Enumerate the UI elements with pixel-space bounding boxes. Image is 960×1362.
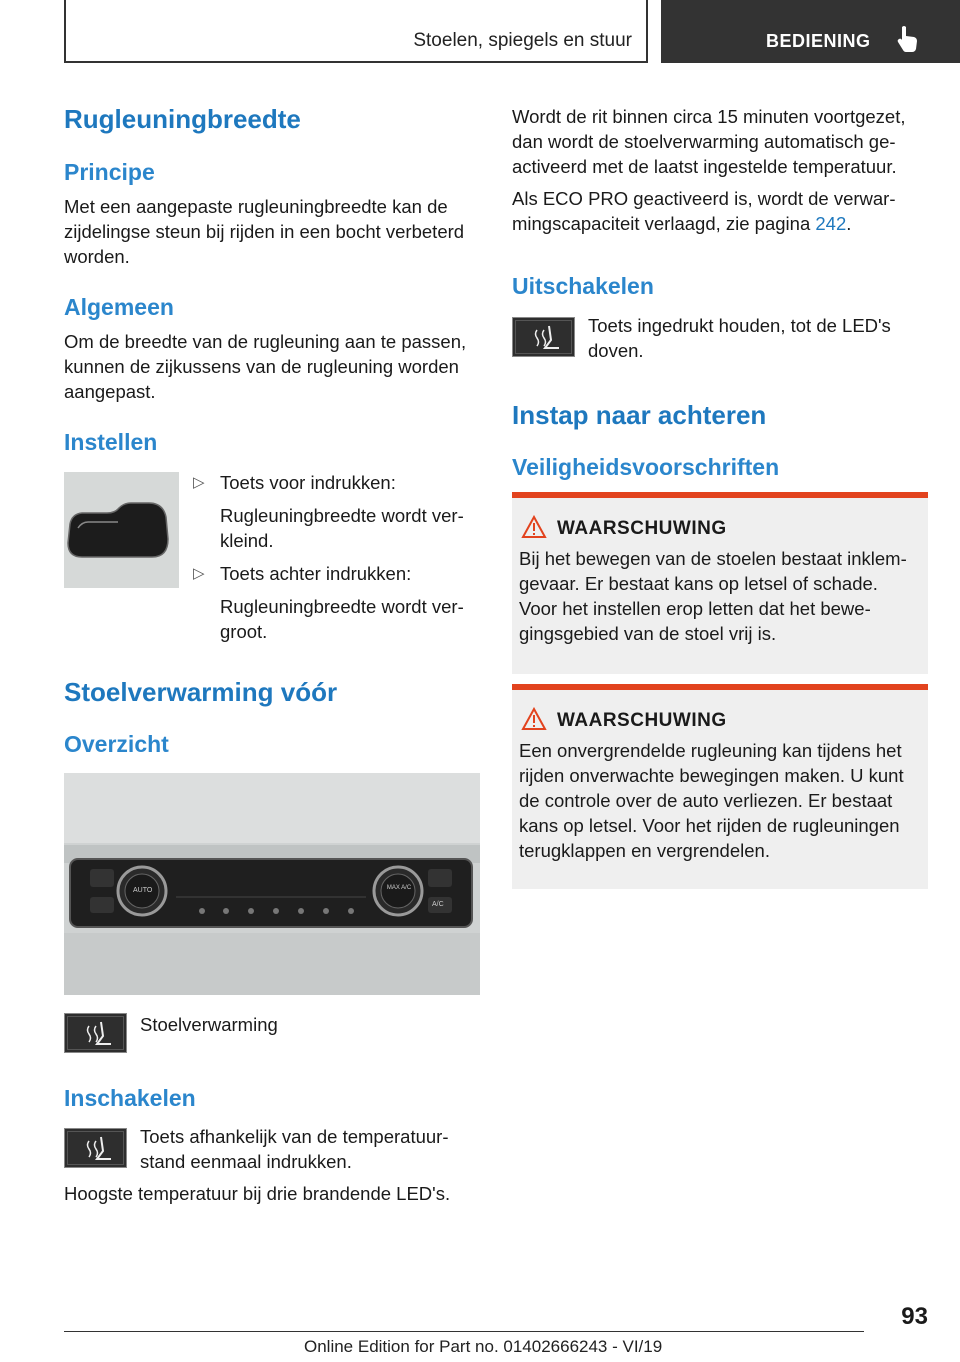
warning-title-text: WAARSCHUWING <box>557 710 727 731</box>
climate-panel-image <box>64 773 480 995</box>
heading-general: Algemeen <box>64 294 174 320</box>
text-continue: Wordt de rit binnen circa 15 minuten voortgezet, dan wordt de stoelverwarming automatisch geactiveerd met de laatst ingestelde temperatuur. <box>512 106 906 177</box>
header-chapter-tab[interactable] <box>661 0 960 63</box>
heading-rear-entry: Instap naar achteren <box>512 400 767 430</box>
list-item <box>193 561 483 644</box>
heading-adjust: Instellen <box>64 429 158 455</box>
panel-max-ac-label: MAX A/C <box>386 885 412 891</box>
triangle-bullet-icon: ▷ <box>193 565 205 582</box>
warning-title <box>557 518 921 540</box>
warning-title-text: WAARSCHUWING <box>557 518 727 539</box>
heading-safety: Veiligheidsvoorschriften <box>512 454 780 480</box>
heading-switch-off: Uitschakelen <box>512 273 654 299</box>
warning-body: Een onvergrendelde rugleuning kan tijdens het rijden onverwachte bewegingen maken. U kunt de controle over de auto verliezen. Er bestaat kans op letsel. Voor het rijden de rugleuningen terugklappen en vergrendelen. <box>519 740 904 861</box>
heading-backrest-width: Rugleuningbreedte <box>64 104 301 134</box>
heading-principle: Principe <box>64 159 155 185</box>
list-item <box>193 470 483 553</box>
header-section-title: Stoelen, spiegels en stuur <box>413 30 632 51</box>
step1-body: Rugleuningbreedte wordt verkleind. <box>220 505 464 551</box>
hand-pointer-icon <box>893 24 923 54</box>
warning-box <box>512 684 928 889</box>
warning-triangle-icon <box>521 515 547 539</box>
text-switch-on: Hoogste temperatuur bij drie brandende LED's. <box>64 1183 451 1204</box>
warning-box <box>512 492 928 674</box>
footer-edition: Online Edition for Part no. 01402666243 - VI/19 <box>304 1337 663 1356</box>
text-eco-pro <box>512 186 928 236</box>
page-link[interactable]: 242 <box>815 213 847 234</box>
triangle-bullet-icon: ▷ <box>193 474 205 491</box>
warning-body: Bij het bewegen van de stoelen bestaat inklemgevaar. Er bestaat kans op letsel of schade. Voor het instellen erop letten dat het bewegingsgebied van de stoel vrij is. <box>519 548 907 644</box>
heading-overview: Overzicht <box>64 731 169 757</box>
warning-title <box>557 710 921 732</box>
heading-switch-on: Inschakelen <box>64 1085 196 1111</box>
text-principle: Met een aangepaste rugleuningbreedte kan de zijdelingse steun bij rijden in een bocht verbeterd worden. <box>64 196 465 267</box>
step1-title: Toets voor indrukken: <box>220 472 396 493</box>
header-chapter-label: BEDIENING <box>766 31 871 51</box>
warning-triangle-icon <box>521 707 547 731</box>
text-switch-off: Toets ingedrukt houden, tot de LED's doven. <box>588 315 891 361</box>
step2-body: Rugleuningbreedte wordt vergroot. <box>220 596 464 642</box>
text-general: Om de breedte van de rugleuning aan te passen, kunnen de zijkussens van de rugleuning worden aangepast. <box>64 331 467 402</box>
step2-title: Toets achter indrukken: <box>220 563 412 584</box>
header-section-box <box>64 0 648 63</box>
eco-pro-text: Als ECO PRO geactiveerd is, wordt de verwarmingscapaciteit verlaagd, zie pagina <box>512 188 896 234</box>
footer-divider <box>64 1331 864 1332</box>
seat-heating-caption: Stoelverwarming <box>140 1014 278 1035</box>
backrest-switch-image <box>64 472 179 588</box>
eco-pro-end: . <box>846 213 852 234</box>
panel-ac-label: A/C <box>432 901 444 908</box>
seat-heating-icon <box>64 1128 127 1168</box>
seat-heating-icon <box>512 317 575 357</box>
panel-auto-label: AUTO <box>133 887 153 894</box>
seat-heating-icon <box>64 1013 127 1053</box>
page-number: 93 <box>901 1303 928 1330</box>
adjust-steps-list <box>193 470 483 644</box>
text-switch-on-icon: Toets afhankelijk van de temperatuurstand eenmaal indrukken. <box>140 1126 449 1172</box>
heading-seat-heating: Stoelverwarming vóór <box>64 677 338 707</box>
